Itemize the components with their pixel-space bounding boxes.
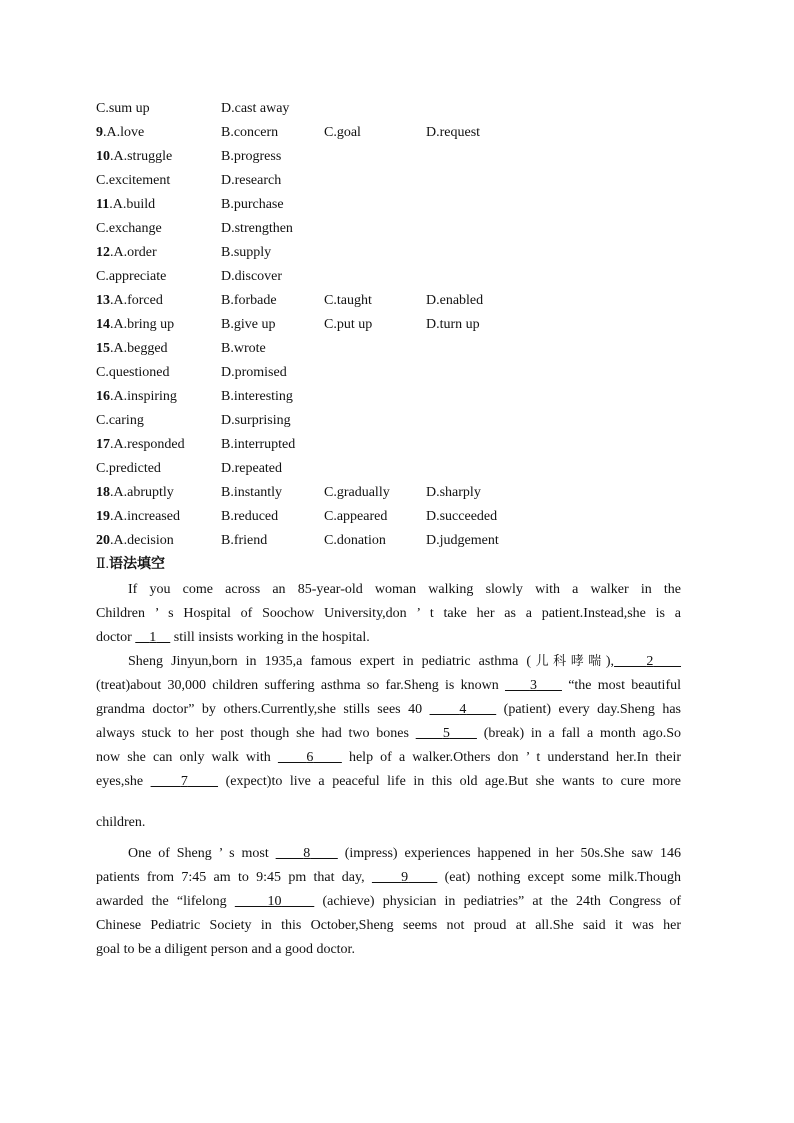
- option-a-text: .A.responded: [110, 437, 185, 452]
- question-number: 14: [96, 317, 110, 332]
- blank-4[interactable]: [430, 702, 497, 717]
- option-c: C.questioned: [96, 365, 170, 380]
- blank-number: 9: [401, 870, 409, 885]
- passage-line: [96, 722, 681, 746]
- question-number: 12: [96, 245, 110, 260]
- blank-number: 7: [180, 774, 188, 789]
- blank-2[interactable]: [614, 654, 681, 669]
- question-number: 11: [96, 197, 110, 212]
- option-c: C.appeared: [324, 509, 388, 524]
- option-c: C.donation: [324, 533, 386, 548]
- option-d: D.strengthen: [221, 221, 293, 236]
- passage-text: “the most beautiful: [561, 678, 681, 693]
- option-a-text: .A.abruptly: [110, 485, 174, 500]
- option-b: B.instantly: [221, 485, 283, 500]
- option-c: C.taught: [324, 293, 372, 308]
- option-b: B.friend: [221, 533, 268, 548]
- option-a: [96, 194, 155, 216]
- option-d: D.research: [221, 173, 282, 188]
- option-a: [96, 530, 174, 552]
- blank-number: 1: [149, 630, 157, 645]
- blank-8[interactable]: [276, 846, 338, 861]
- option-b: B.interrupted: [221, 437, 296, 452]
- blank-7[interactable]: [151, 774, 218, 789]
- passage-line: [96, 866, 681, 890]
- option-a-text: .A.love: [103, 125, 145, 140]
- passage-line: Chinese Pediatric Society in this October,Sheng seems not proud at all.She said it was her: [96, 918, 681, 933]
- option-c: C.gradually: [324, 485, 390, 500]
- option-a-text: .A.inspiring: [110, 389, 177, 404]
- option-d: D.cast away: [221, 101, 290, 116]
- blank-10[interactable]: [235, 894, 314, 909]
- option-a: [96, 290, 163, 312]
- question-number: 16: [96, 389, 110, 404]
- chinese-annotation: 儿科哮喘: [531, 654, 606, 669]
- option-b: B.wrote: [221, 341, 266, 356]
- passage-text: Sheng Jinyun,born in 1935,a famous expert in pediatric asthma (: [128, 654, 532, 669]
- passage-text: (eat) nothing except some milk.Though: [437, 870, 682, 885]
- option-c: C.predicted: [96, 461, 161, 476]
- question-number: 13: [96, 293, 110, 308]
- passage-line: [96, 626, 681, 650]
- option-a-text: .A.struggle: [110, 149, 173, 164]
- passage-text: doctor: [96, 630, 136, 645]
- option-a: [96, 386, 177, 408]
- question-number: 10: [96, 149, 110, 164]
- option-d: D.enabled: [426, 293, 484, 308]
- blank-number: 6: [306, 750, 314, 765]
- option-d: D.succeeded: [426, 509, 498, 524]
- passage-text: now she can only walk with: [96, 750, 278, 765]
- option-d: D.surprising: [221, 413, 291, 428]
- option-c: C.sum up: [96, 101, 150, 116]
- option-d: D.judgement: [426, 533, 499, 548]
- passage-text: (treat)about 30,000 children suffering asthma so far.Sheng is known: [96, 678, 505, 693]
- option-b: B.supply: [221, 245, 272, 260]
- passage-text: grandma doctor” by others.Currently,she stills sees 40: [96, 702, 430, 717]
- option-c: C.exchange: [96, 221, 162, 236]
- passage-text: always stuck to her post though she had two bones: [96, 726, 416, 741]
- blank-number: 3: [529, 678, 537, 693]
- question-number: 17: [96, 437, 110, 452]
- passage-line: [96, 890, 681, 914]
- blank-number: 2: [646, 654, 654, 669]
- question-number: 9: [96, 125, 103, 140]
- passage-text: (patient) every day.Sheng has: [496, 702, 681, 717]
- option-a-text: .A.order: [110, 245, 157, 260]
- option-c: C.goal: [324, 125, 361, 140]
- option-a: [96, 146, 172, 168]
- option-a: [96, 506, 180, 528]
- option-b: B.interesting: [221, 389, 293, 404]
- question-number: 20: [96, 533, 110, 548]
- passage-text: (impress) experiences happened in her 50s.She saw 146: [337, 846, 682, 861]
- passage-text: (break) in a fall a month ago.So: [476, 726, 682, 741]
- option-b: B.forbade: [221, 293, 277, 308]
- blank-number: 8: [303, 846, 311, 861]
- option-a-text: .A.build: [109, 197, 156, 212]
- option-c: C.put up: [324, 317, 373, 332]
- blank-number: 4: [459, 702, 467, 717]
- question-number: 19: [96, 509, 110, 524]
- option-d: D.sharply: [426, 485, 481, 500]
- option-b: B.reduced: [221, 509, 279, 524]
- question-number: 15: [96, 341, 110, 356]
- option-d: D.repeated: [221, 461, 283, 476]
- passage-line: [96, 770, 681, 794]
- passage-line: goal to be a diligent person and a good doctor.: [96, 942, 355, 957]
- passage-line: [128, 650, 681, 674]
- option-b: B.progress: [221, 149, 282, 164]
- option-b: B.give up: [221, 317, 276, 332]
- option-a-text: .A.decision: [110, 533, 174, 548]
- passage-text: One of Sheng ’ s most: [128, 846, 276, 861]
- option-d: D.turn up: [426, 317, 480, 332]
- blank-9[interactable]: [372, 870, 437, 885]
- option-b: B.concern: [221, 125, 279, 140]
- option-d: D.promised: [221, 365, 287, 380]
- option-b: B.purchase: [221, 197, 284, 212]
- passage-line: [96, 698, 681, 722]
- option-c: C.excitement: [96, 173, 171, 188]
- passage-text: eyes,she: [96, 774, 151, 789]
- question-number: 18: [96, 485, 110, 500]
- blank-1[interactable]: [135, 630, 170, 645]
- option-a: [96, 434, 185, 456]
- option-d: D.discover: [221, 269, 283, 284]
- passage-text: ),: [605, 654, 615, 669]
- section-heading: [96, 553, 165, 576]
- option-a: [96, 122, 144, 144]
- section-title: 语法填空: [109, 556, 166, 572]
- option-a-text: .A.forced: [110, 293, 163, 308]
- option-a-text: .A.begged: [110, 341, 168, 356]
- passage-text: awarded the “lifelong: [96, 894, 235, 909]
- option-c: C.caring: [96, 413, 144, 428]
- blank-6[interactable]: [278, 750, 342, 765]
- passage-line: [96, 674, 681, 698]
- passage-text: patients from 7:45 am to 9:45 pm that day,: [96, 870, 372, 885]
- option-d: D.request: [426, 125, 481, 140]
- passage-line: [96, 746, 681, 770]
- option-a: [96, 242, 157, 264]
- option-c: C.appreciate: [96, 269, 167, 284]
- passage-line: Children ’ s Hospital of Soochow University,don ’ t take her as a patient.Instead,she is a: [96, 606, 681, 621]
- passage-line: children.: [96, 815, 146, 830]
- passage-line: If you come across an 85-year-old woman walking slowly with a walker in the: [128, 582, 681, 597]
- passage-text: (expect)to live a peaceful life in this old age.But she wants to cure more: [218, 774, 682, 789]
- option-a: [96, 482, 174, 504]
- passage-text: help of a walker.Others don ’ t understand her.In their: [341, 750, 681, 765]
- passage-text: (achieve) physician in pediatries” at the 24th Congress of: [314, 894, 682, 909]
- option-a: [96, 338, 168, 360]
- option-a-text: .A.increased: [110, 509, 180, 524]
- option-a-text: .A.bring up: [110, 317, 175, 332]
- blank-3[interactable]: [505, 678, 562, 693]
- option-a: [96, 314, 174, 336]
- blank-5[interactable]: [416, 726, 477, 741]
- blank-number: 5: [442, 726, 450, 741]
- passage-text: still insists working in the hospital.: [170, 630, 370, 645]
- passage-line: [128, 842, 681, 866]
- blank-number: 10: [267, 894, 282, 909]
- section-roman-numeral: Ⅱ.: [96, 557, 110, 572]
